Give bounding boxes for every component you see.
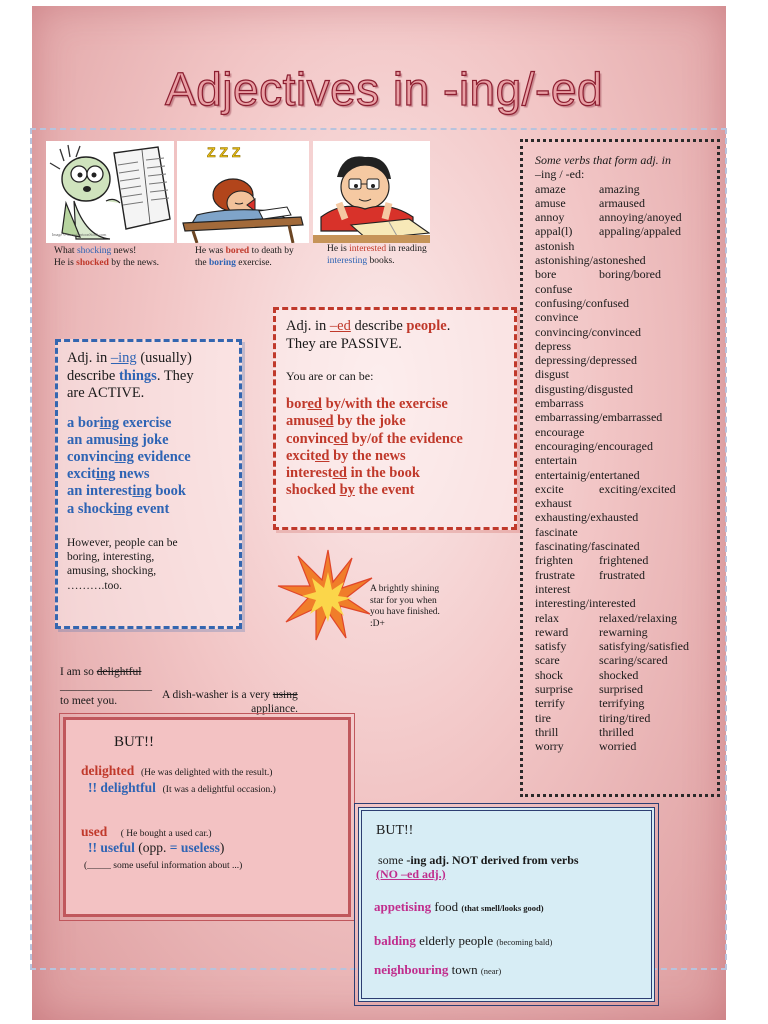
verb-row [535,496,717,510]
ing-note-line: ……….too. [67,579,122,592]
verb-row [535,739,717,753]
example-suffix: ing [113,500,133,517]
delighted-example: (He was delighted with the result.) [141,768,273,778]
balding-line [374,933,552,949]
verb-row [535,582,717,596]
ed-example [286,448,504,465]
ed-adjectives-box [273,307,517,530]
appetising-line [374,899,544,915]
verb-base: interest [535,581,571,596]
picture-credit: Image © www.CartoonStock.com [52,232,107,237]
sleeping-student-illustration [177,141,309,243]
verb-row [535,296,717,310]
example-suffix: ed [319,413,334,430]
useful-example: (_____ some useful information about ...) [84,861,243,871]
verb-base: worry [535,739,564,754]
example-text: evidence [133,448,191,465]
fill-text: I am so [60,666,97,678]
example-text: a bor [67,414,100,431]
star-icon [276,548,374,642]
ing-note [67,536,231,593]
ing-things-word: things [118,367,157,384]
verb-row [535,439,717,453]
verb-row [535,310,717,324]
caption-interested [327,244,427,267]
verb-row [535,596,717,610]
caption-text: news! [111,246,137,256]
verb-base: tire [535,710,551,725]
bored-student-picture [177,141,309,243]
useful-example-line [84,856,242,872]
caption-bored [195,246,294,269]
star-note [370,584,470,630]
verb-base: convince [535,310,579,325]
verb-row [535,224,717,238]
verb-base: entertainig/entertaned [535,467,640,482]
verb-base: encourage [535,424,585,439]
verb-row [535,353,717,367]
fill-in-sentence-1 [60,665,152,708]
verb-base: relax [535,610,559,625]
verb-row [535,682,717,696]
verb-base: exhaust [535,496,572,511]
caption-highlight: interested [349,244,387,254]
fill-text: to meet you. [60,694,118,707]
ing-example [67,466,231,483]
example-text: by/of the evidence [348,430,463,447]
verb-base: fascinate [535,524,578,539]
verb-base: fascinating/fascinated [535,539,640,554]
example-text: by/with the exercise [322,396,448,412]
verb-adjectives: amazing [599,181,640,196]
example-text: book [151,483,186,500]
useful-text: ) [219,840,225,855]
verb-base: confusing/confused [535,295,629,310]
verb-base: entertain [535,453,577,468]
verb-base: amuse [535,195,566,210]
verb-base: astonish [535,238,575,253]
example-text: excit [67,466,96,483]
verb-row [535,239,717,253]
verb-base: shock [535,667,563,682]
verb-base: thrill [535,724,559,739]
verb-adjectives: frightened [599,553,649,568]
example-suffix: ing [95,466,116,483]
reading-boy-illustration [313,141,430,243]
verb-base: satisfy [535,639,567,654]
neighbouring-line [374,962,501,978]
verb-adjectives: surprised [599,681,643,696]
ing-example [67,432,231,449]
verb-base: depressing/depressed [535,353,637,368]
star-note-line: star for you when [370,595,437,606]
caption-text: in reading [386,244,427,254]
verb-row [535,539,717,553]
verb-row [535,625,717,639]
used-example: ( He bought a used car.) [120,829,212,839]
example-suffix: ed [314,447,330,464]
delightful-example: (It was a delightful occasion.) [162,785,276,795]
caption-text: He is [327,244,350,254]
ing-note-line: However, people can be [67,536,178,549]
example-suffix: ing [118,431,139,448]
verb-adjectives: scaring/scared [599,653,668,668]
verb-adjectives: appaling/appaled [599,224,681,239]
appetising-word: appetising [374,899,432,914]
neighbouring-note: (near) [480,966,502,976]
verb-row [535,553,717,567]
example-suffix: ing [132,483,152,500]
verb-row [535,525,717,539]
interested-reader-picture [313,141,430,243]
verb-base: disgusting/disgusted [535,381,634,396]
delightful-line [88,780,276,796]
caption-text: to death by [249,246,294,256]
caption-text: What [54,246,77,256]
verb-list-box [520,139,720,797]
verb-base: terrify [535,696,565,711]
verb-adjectives: tiring/tired [599,710,651,725]
example-text: bor [286,396,308,412]
fill-in-sentence-2 [162,688,298,717]
verb-base: appal(l) [535,224,573,239]
ed-example [286,482,504,499]
example-text: exercise [118,414,172,431]
example-suffix: ed [332,465,347,482]
verb-base: frighten [535,553,573,568]
verb-row [535,568,717,582]
ing-note-line: boring, interesting, [67,551,155,564]
non-verb-bold: -ing adj. NOT derived from verbs [406,853,579,867]
non-verb-text: some [378,853,407,867]
caption-text: exercise. [235,257,272,268]
star-note-line: :D+ [370,618,385,629]
ed-subheading: You are or can be: [286,369,374,383]
verb-adjectives: worried [599,739,637,754]
verb-row [535,639,717,653]
verb-row [535,339,717,353]
verb-adjectives: rewarning [599,624,648,639]
verb-row [535,611,717,625]
ed-example [286,431,504,448]
ed-intro-text: Adj. in [286,318,330,334]
non-verb-ing-box [358,807,655,1002]
example-text: an interest [67,483,133,500]
verb-adjectives: shocked [599,667,639,682]
verb-adjectives: thrilled [599,724,634,739]
verb-row [535,253,717,267]
verb-row [535,196,717,210]
verb-base: encouraging/encouraged [535,438,653,453]
verb-base: embarrass [535,396,584,411]
example-text: joke [138,431,169,448]
verb-base: frustrate [535,567,575,582]
example-text: event [132,500,170,517]
verb-base: annoy [535,210,565,225]
ing-intro-text: . They [156,367,194,384]
verb-row [535,510,717,524]
caption-highlight: interesting [327,255,368,266]
verb-base: confuse [535,281,573,296]
verb-adjectives: armaused [599,195,645,210]
verb-base: reward [535,624,569,639]
ing-intro-text: Adj. in [67,350,111,366]
shocked-man-picture [46,141,174,243]
fill-text: A dish-washer is a very [162,689,273,701]
example-text: by the news [329,447,406,464]
verb-row [535,367,717,381]
verb-base: bore [535,267,557,282]
verb-base: amaze [535,181,566,196]
svg-text:Z Z Z: Z Z Z [207,144,241,160]
ing-example [67,449,231,466]
ed-example [286,413,504,430]
example-text: interest [286,465,333,482]
verb-row [535,325,717,339]
useless-word: = useless [169,840,220,855]
verb-adjectives: frustrated [599,567,645,582]
non-verb-intro [378,853,579,868]
verb-row [535,410,717,424]
but-exceptions-box [63,717,351,917]
caption-text: He was [195,246,226,256]
no-ed-line [376,867,446,882]
ing-note-line: amusing, shocking, [67,565,157,578]
ing-adjectives-box [55,339,242,629]
verb-list-title: Some verbs that form adj. in [535,153,671,167]
example-text: an amus [67,431,119,448]
balding-word: balding [374,933,416,948]
verb-base: disgust [535,367,570,382]
caption-highlight: boring [208,257,236,268]
example-text: shocked [286,482,340,499]
but-heading-2: BUT!! [376,823,414,838]
page-title: Adjectives in -ing/-ed [165,63,603,115]
verb-base: excite [535,481,564,496]
verb-adjectives: boring/bored [599,267,661,282]
caption-highlight: bored [225,246,250,256]
struck-word: using [272,689,298,701]
verb-base: exhausting/exhausted [535,510,639,525]
neighbouring-noun: town [448,962,481,977]
example-text: convinc [67,448,115,465]
ing-intro-text: are ACTIVE. [67,385,145,401]
caption-highlight: shocking [76,246,112,256]
verb-row [535,696,717,710]
ing-examples [67,415,231,518]
verb-row [535,711,717,725]
example-text: a shock [67,500,114,517]
example-suffix: ing [99,414,119,431]
caption-shocking [54,246,159,269]
verb-row [535,425,717,439]
ed-people-word: people [406,318,447,334]
example-text: news [115,466,150,483]
verb-list-subtitle: –ing / -ed: [535,167,585,182]
example-suffix: by [339,482,355,499]
verb-adjectives: satisfying/satisfied [599,639,689,654]
verb-adjectives: annoying/anoyed [599,210,682,225]
verb-row [535,653,717,667]
verb-rows [535,182,717,754]
star-note-line: you have finished. [370,607,440,617]
example-suffix: ed [333,430,349,447]
verb-row [535,482,717,496]
appetising-noun: food [431,899,462,914]
verb-base: interesting/interested [535,596,636,611]
ed-example [286,465,504,482]
verb-adjectives: relaxed/relaxing [599,610,677,625]
caption-text: by the news. [108,257,160,268]
answer-blank[interactable]: _______________ [162,703,249,716]
used-word: used [81,824,108,839]
struck-word: delightful [96,666,142,678]
neighbouring-word: neighbouring [374,962,449,977]
ed-example [286,396,504,413]
useful-word: !! useful [88,840,135,855]
delighted-word: delighted [81,763,135,778]
caption-text: He is [54,257,77,268]
delighted-line [81,763,272,779]
no-ed-label: (NO –ed adj.) [376,867,446,881]
example-text: in the book [346,465,420,482]
ing-intro-text: (usually) [136,350,192,366]
ed-intro [286,318,504,353]
verb-adjectives: exciting/excited [599,481,676,496]
caption-highlight: shocked [76,257,109,268]
verb-row [535,210,717,224]
verb-row [535,468,717,482]
verb-base: convincing/convinced [535,324,641,339]
but-heading: BUT!! [114,734,154,750]
ed-intro-text: They are PASSIVE. [286,335,402,352]
answer-blank[interactable]: ________________ [60,680,152,693]
verb-row [535,396,717,410]
appetising-note: (that smell/looks good) [461,903,544,913]
ing-suffix: –ing [110,350,137,366]
balding-note: (becoming bald) [496,937,553,947]
ing-intro [67,350,231,403]
ed-suffix: –ed [329,318,351,334]
star-note-line: A brightly shining [370,584,440,594]
useful-line [88,840,224,856]
example-text: excit [286,447,315,464]
verb-base: depress [535,338,571,353]
ed-intro-text: . [446,318,451,334]
example-text: convinc [286,430,334,447]
verb-row [535,382,717,396]
verb-base: embarrassing/embarrassed [535,410,663,425]
verb-row [535,182,717,196]
example-suffix: ed [307,396,322,412]
verb-row [535,282,717,296]
ing-example [67,415,231,432]
ing-example [67,483,231,500]
delightful-word: !! delightful [88,780,156,795]
ing-intro-text: describe [67,367,119,384]
ing-example [67,501,231,518]
example-text: the event [354,482,415,499]
example-suffix: ing [114,448,134,465]
caption-text: books. [367,255,395,266]
verb-adjectives: terrifying [599,696,645,711]
example-text: amus [286,413,320,430]
balding-noun: elderly people [415,933,497,948]
caption-text: the [195,257,209,268]
shocked-reader-illustration [46,141,174,243]
verb-base: surprise [535,681,573,696]
verb-row [535,267,717,281]
verb-base: astonishing/astoneshed [535,253,646,268]
ed-intro-text: describe [350,318,407,334]
verb-row [535,668,717,682]
verb-base: scare [535,653,560,668]
verb-row [535,725,717,739]
used-line [81,824,212,840]
fill-text: appliance. [248,703,299,716]
verb-row [535,453,717,467]
useful-text: (opp. [134,840,170,855]
ed-examples [286,396,504,500]
example-text: by the joke [333,413,406,430]
